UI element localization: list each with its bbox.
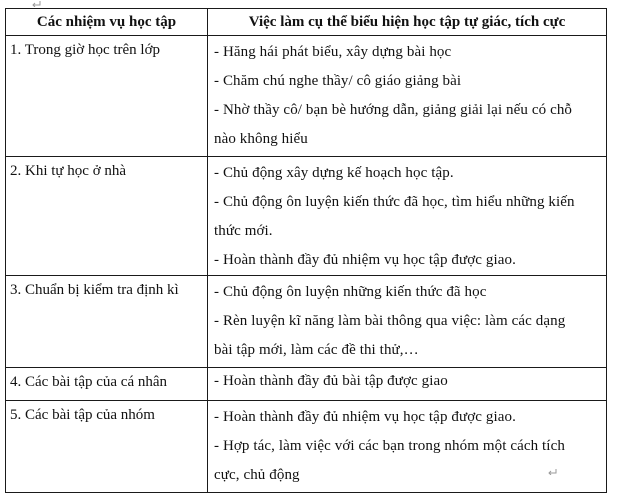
column-header-actions: Việc làm cụ thể biểu hiện học tập tự giác, tích cực: [208, 9, 607, 36]
action-line: nào không hiểu: [214, 131, 308, 147]
table-row: [6, 401, 607, 493]
learning-tasks-table: [5, 8, 607, 493]
table-row: [6, 368, 607, 401]
actions-cell: [208, 36, 607, 157]
action-line: bài tập mới, làm các đề thi thử,…: [214, 342, 419, 358]
paragraph-return-mark-icon: [548, 469, 557, 475]
task-cell: 3. Chuẩn bị kiểm tra định kì: [6, 276, 208, 368]
table-header-row: [6, 9, 607, 36]
paragraph-return-mark-icon: [32, 1, 41, 7]
action-line: thức mới.: [214, 223, 273, 239]
actions-cell: [208, 157, 607, 276]
action-line: cực, chủ động: [214, 467, 300, 483]
table-row: [6, 157, 607, 276]
task-cell: 5. Các bài tập của nhóm: [6, 401, 208, 493]
actions-cell: [208, 401, 607, 493]
action-line: - Hoàn thành đầy đủ nhiệm vụ học tập được giao.: [214, 252, 516, 268]
action-line: - Chăm chú nghe thầy/ cô giáo giảng bài: [214, 73, 462, 89]
action-line: - Nhờ thầy cô/ bạn bè hướng dẫn, giảng giải lại nếu có chỗ: [214, 102, 573, 118]
actions-cell: [208, 276, 607, 368]
action-line: - Hợp tác, làm việc với các bạn trong nhóm một cách tích: [214, 438, 565, 454]
action-line: - Hăng hái phát biểu, xây dựng bài học: [214, 44, 452, 60]
table-row: [6, 276, 607, 368]
action-line: - Hoàn thành đầy đủ bài tập được giao: [214, 373, 448, 389]
action-line: - Chủ động ôn luyện những kiến thức đã học: [214, 284, 487, 300]
column-header-tasks: Các nhiệm vụ học tập: [6, 9, 208, 36]
action-line: - Hoàn thành đầy đủ nhiệm vụ học tập được giao.: [214, 409, 516, 425]
task-cell: 2. Khi tự học ở nhà: [6, 157, 208, 276]
action-line: - Chủ động ôn luyện kiến thức đã học, tìm hiểu những kiến: [214, 194, 575, 210]
task-cell: 4. Các bài tập của cá nhân: [6, 368, 208, 401]
action-line: - Chủ động xây dựng kế hoạch học tập.: [214, 165, 454, 181]
table-row: [6, 36, 607, 157]
task-cell: 1. Trong giờ học trên lớp: [6, 36, 208, 157]
action-line: - Rèn luyện kĩ năng làm bài thông qua việc: làm các dạng: [214, 313, 566, 329]
actions-cell: [208, 368, 607, 401]
